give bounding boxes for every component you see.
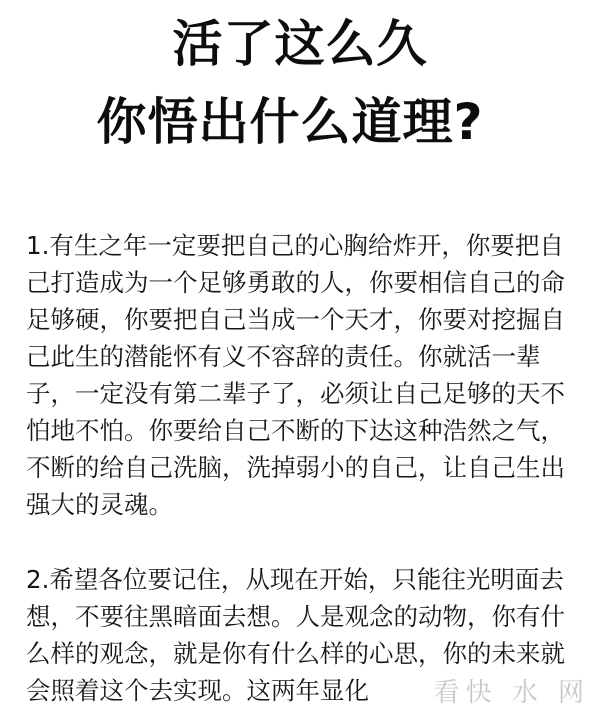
paragraph-1: 1.有生之年一定要把自己的心胸给炸开，你要把自己打造成为一个足够勇敢的人，你要相信自己的命足够硬，你要把自己当成一个天才，你要对挖掘自己此生的潜能怀有义不容辞的责任。你就活一辈子，一定没有第二辈子了，必须让自己足够的天不怕地不怕。你要给自己不断的下达这种浩然之气，不断的给自己洗脑，洗掉弱小的自己，让自己生出强大的灵魂。: [26, 231, 565, 519]
watermark: 看快 水 网: [433, 678, 590, 708]
page-title-line-1: 活了这么久: [172, 15, 428, 73]
paragraph-2: 2.希望各位要记住，从现在开始，只能往光明面去想，不要往黑暗面去想。人是观念的动物，你有什么样的观念，就是你有什么样的心思，你的未来就会照着这个去实现。这两年显化: [26, 565, 565, 705]
page-title-line-2: 你悟出什么道理?: [96, 93, 484, 151]
